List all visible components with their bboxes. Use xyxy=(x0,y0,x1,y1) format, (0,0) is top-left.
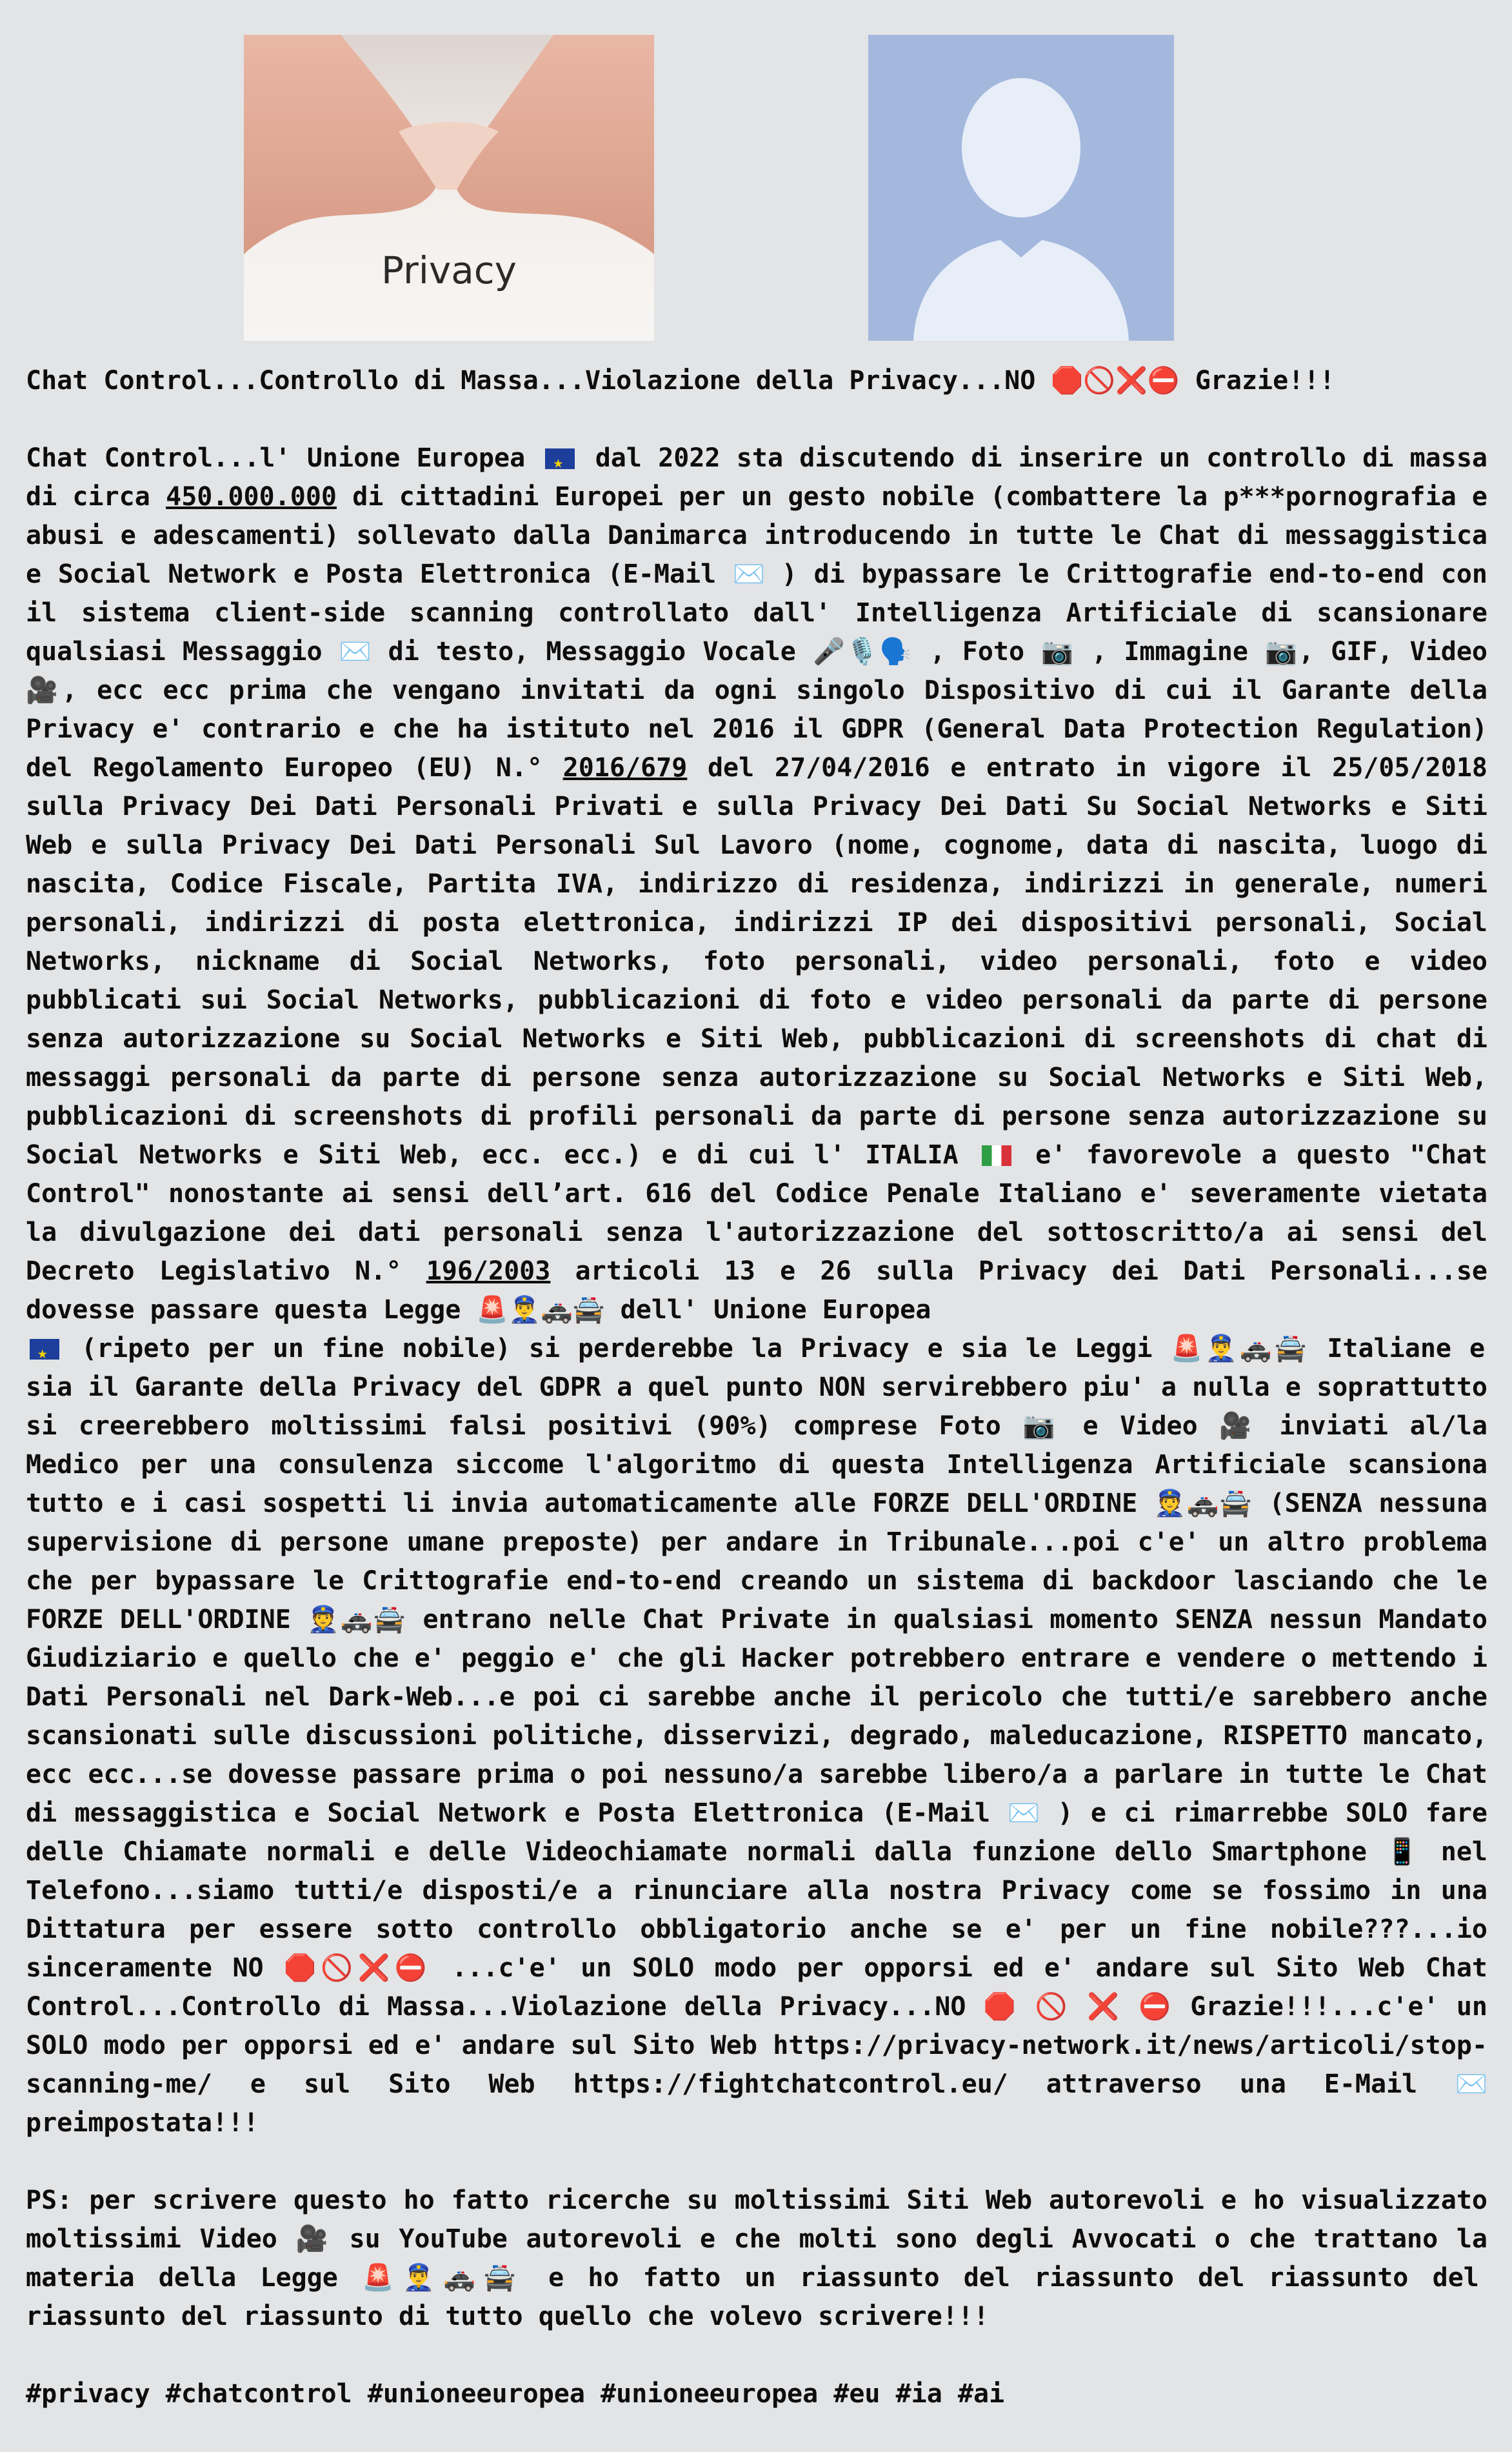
italy-flag-icon xyxy=(982,1145,1011,1166)
avatar-image[interactable] xyxy=(868,35,1174,341)
privacy-photo[interactable] xyxy=(244,35,654,341)
body-segment: (ripeto per un fine nobile) si perderebbe la Privacy e sia le Leggi 🚨👮‍♂️🚓🚔 Italiane e sia il Garante della Privacy del GDPR a quel punto NON servirebbero piu' a nulla e soprattutto si creerebbero moltissimi falsi positivi (90%) comprese Foto 📷 e Video 🎥 inviati al/la Medico per una consulenza siccome l'algoritmo di questa Intelligenza Artificiale scansiona tutto e i casi sospetti li invia automaticamente alle FORZE DELL'ORDINE 👮🚓🚔 (SENZA nessuna supervisione di persone umane preposte) per andare in Tribunale...poi c'e' un altro problema che per bypassare le Crittografie end-to-end creando un sistema di backdoor lasciando che le FORZE DELL'ORDINE 👮🚓🚔 entrano nelle Chat Private in qualsiasi momento SENZA nessun Mandato Giudiziario e quello che e' peggio e' che gli Hacker potrebbero entrare e vendere o mettendo i Dati Personali nel Dark-Web...e poi ci sarebbe anche il pericolo che tutti/e sarebbero anche scansionati sulle discussioni politiche, disservizi, degrado, maleducazione, RISPETTO mancato, ecc ecc...se dovesse passare prima o poi nessuno/a sarebbe libero/a a parlare in tutte le Chat di messaggistica e Social Network e Posta Elettronica (E-Mail ✉️ ) e ci rimarrebbe SOLO fare delle Chiamate normali e delle Videochiamate normali dalla funzione dello Smartphone 📱 nel Telefono...siamo tutti/e disposti/e a rinunciare alla nostra Privacy come se fossimo in una Dittatura per essere sotto controllo obbligatorio anche se e' per un fine nobile???...io sinceramente NO 🛑🚫❌⛔ ...c'e' un SOLO modo per opporsi ed e' andare sul Sito Web Chat Control...Controllo di Massa...Violazione della Privacy...NO 🛑 🚫 ❌ ⛔ Grazie!!!...c'e' un SOLO modo per opporsi ed e' andare sul Sito Web https://privacy-network.it/news/articoli/stop-scanning-me/ e sul Sito Web https://fightchatcontrol.eu/ attraverso una E-Mail ✉️ preimpostata!!! xyxy=(26,1334,1487,2138)
post-images xyxy=(0,35,1512,341)
body-segment: del 27/04/2016 e entrato in vigore il 25/05/2018 sulla Privacy Dei Dati Personali Privati e sulla Privacy Dei Dati Su Social Networks e Siti Web e sulla Privacy Dei Dati Personali Sul Lavoro (nome, cognome, data di nascita, luogo di nascita, Codice Fiscale, Partita IVA, indirizzo di residenza, indirizzi in generale, numeri personali, indirizzi di posta elettronica, indirizzi IP dei dispositivi personali, Social Networks, nickname di Social Networks, foto personali, video personali, foto e video pubblicati sui Social Networks, pubblicazioni di foto e video personali da parte di persone senza autorizzazione su Social Networks e Siti Web, pubblicazioni di screenshots di chat di messaggi personali da parte di persone senza autorizzazione su Social Networks e Siti Web, pubblicazioni di screenshots di profili personali da parte di persone senza autorizzazione su Social Networks e Siti Web, ecc. ecc.) e di cui l' ITALIA xyxy=(26,753,1487,1170)
hands-illustration xyxy=(244,35,654,341)
post-headline: Chat Control...Controllo di Massa...Violazione della Privacy...NO 🛑🚫❌⛔ Grazie!!! xyxy=(26,366,1335,396)
post-text xyxy=(26,361,1487,2452)
body-segment: Chat Control...l' Unione Europea xyxy=(26,443,526,473)
post-ps: PS: per scrivere questo ho fatto ricerche su moltissimi Siti Web autorevoli e ho visualizzato moltissimi Video 🎥 su YouTube autorevoli e che molti sono degli Avvocati o che trattano la materia della Legge 🚨👮‍♂️🚓🚔 e ho fatto un riassunto del riassunto del riassunto del riassunto del riassunto di tutto quello che volevo scrivere!!! xyxy=(26,2186,1487,2331)
user-avatar-icon xyxy=(868,35,1174,341)
gdpr-regulation-link[interactable]: 2016/679 xyxy=(562,753,688,783)
eu-flag-icon xyxy=(545,448,575,469)
decree-link[interactable]: 196/2003 xyxy=(426,1256,551,1286)
privacy-photo-label: Privacy xyxy=(381,248,517,292)
body-segment: articoli 13 e 26 sulla Privacy dei Dati Personali...se dovesse passare questa Legge 🚨👮‍♂️🚓🚔 dell' Unione Europea xyxy=(26,1256,1487,1325)
eu-flag-icon xyxy=(30,1339,59,1360)
post-hashtags[interactable]: #privacy #chatcontrol #unioneeuropea #unioneeuropea #eu #ia #ai xyxy=(26,2379,1005,2409)
post-body xyxy=(26,439,1487,2142)
body-segment: dal 2022 sta discutendo di inserire un controllo di massa di circa xyxy=(26,443,1487,512)
body-segment: e' favorevole a questo "Chat Control" nonostante ai sensi dell’art. 616 del Codice Penale Italiano e' severamente vietata la divulgazione dei dati personali senza l'autorizzazione del sottoscritto/a ai sensi del Decreto Legislativo N.° xyxy=(26,1140,1488,1286)
citizens-count: 450.000.000 xyxy=(166,482,337,512)
body-segment: di cittadini Europei per un gesto nobile (combattere la p***pornografia e abusi e adescamenti) sollevato dalla Danimarca introducendo in tutte le Chat di messaggistica e Social Network e Posta Elettronica (E-Mail ✉️ ) di bypassare le Crittografie end-to-end con il sistema client-side scanning controllato dall' Intelligenza Artificiale di scansionare qualsiasi Messaggio ✉️ di testo, Messaggio Vocale 🎤🎙️🗣️ , Foto 📷 , Immagine 📷, GIF, Video 🎥, ecc ecc prima che vengano invitati da ogni singolo Dispositivo di cui il Garante della Privacy e' contrario e che ha istituto nel 2016 il GDPR (General Data Protection Regulation) del Regolamento Europeo (EU) N.° xyxy=(26,482,1488,783)
